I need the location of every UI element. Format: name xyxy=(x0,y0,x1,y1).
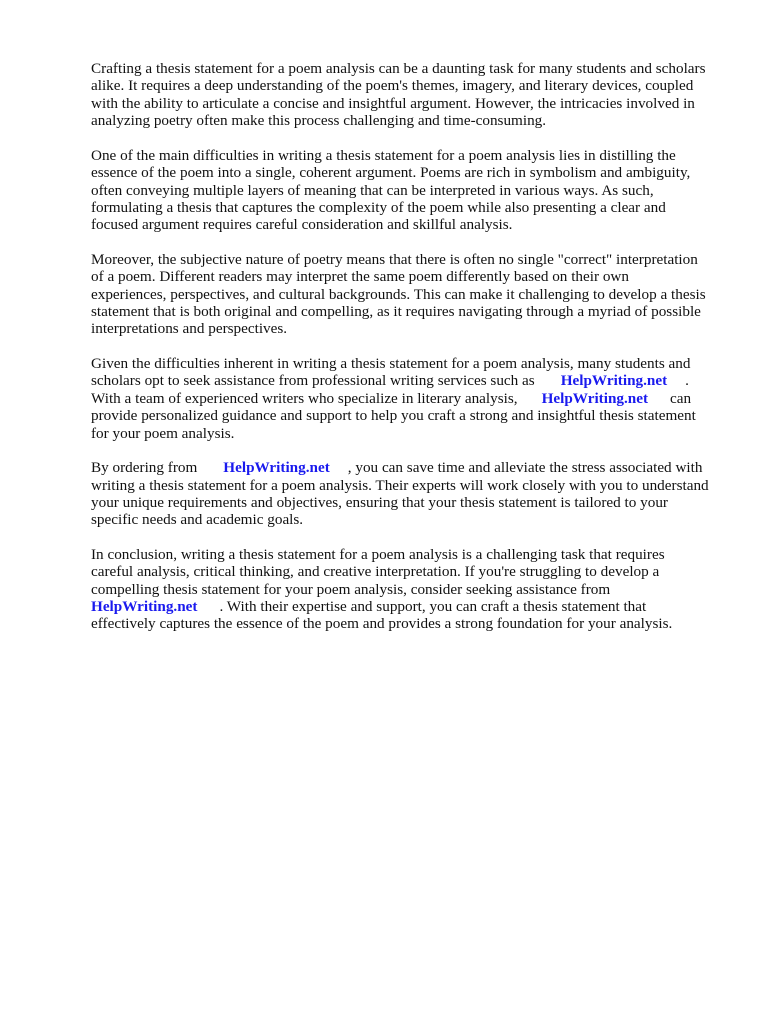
paragraph-assistance xyxy=(91,355,731,442)
text-segment: . With their expertise and support, you can craft a thesis statement that xyxy=(219,598,647,616)
helpwriting-link[interactable]: HelpWriting.net xyxy=(541,389,649,407)
text-line: alike. It requires a deep understanding of the poem's themes, imagery, and literary devices, coupled xyxy=(91,77,694,95)
text-line: for your poem analysis. xyxy=(91,424,235,442)
text-line: formulating a thesis that captures the complexity of the poem while also presenting a clear and xyxy=(91,198,666,216)
text-line: interpretations and perspectives. xyxy=(91,320,288,338)
text-line: Given the difficulties inherent in writing a thesis statement for a poem analysis, many students and xyxy=(91,355,691,373)
text-line: In conclusion, writing a thesis statement for a poem analysis is a challenging task that requires xyxy=(91,545,665,563)
text-line: analyzing poetry often make this process challenging and time-consuming. xyxy=(91,112,547,130)
text-line: of a poem. Different readers may interpret the same poem differently based on their own xyxy=(91,268,629,286)
text-segment: With a team of experienced writers who specialize in literary analysis, xyxy=(91,389,518,407)
document-page xyxy=(91,60,731,650)
text-line: statement that is both original and compelling, as it requires navigating through a myriad of possible xyxy=(91,303,701,321)
text-line: specific needs and academic goals. xyxy=(91,511,304,529)
text-segment: , you can save time and alleviate the stress associated with xyxy=(347,459,703,477)
text-line: your unique requirements and objectives, ensuring that your thesis statement is tailored to your xyxy=(91,493,668,511)
paragraph-intro xyxy=(91,60,731,130)
text-segment: By ordering from xyxy=(91,459,198,477)
text-line: with the ability to articulate a concise and insightful argument. However, the intricacies involved in xyxy=(91,94,695,112)
text-line: provide personalized guidance and support to help you craft a strong and insightful thesis statement xyxy=(91,407,696,425)
text-segment: scholars opt to seek assistance from professional writing services such as xyxy=(91,372,535,390)
text-line xyxy=(91,598,731,615)
paragraph-conclusion xyxy=(91,546,731,633)
text-line: experiences, perspectives, and cultural backgrounds. This can make it challenging to develop a thesis xyxy=(91,285,706,303)
text-line: writing a thesis statement for a poem analysis. Their experts will work closely with you to understand xyxy=(91,476,709,494)
text-line: careful analysis, critical thinking, and creative interpretation. If you're struggling to develop a xyxy=(91,563,660,581)
helpwriting-link[interactable]: HelpWriting.net xyxy=(223,459,330,477)
text-line xyxy=(91,390,731,407)
paragraph-subjective xyxy=(91,251,731,338)
text-line: often conveying multiple layers of meaning that can be interpreted in various ways. As such, xyxy=(91,181,654,199)
text-segment: . xyxy=(685,372,689,390)
paragraph-difficulties xyxy=(91,147,731,234)
text-line: Crafting a thesis statement for a poem analysis can be a daunting task for many students and scholars xyxy=(91,60,706,77)
text-line: Moreover, the subjective nature of poetry means that there is often no single "correct" interpretation xyxy=(91,250,698,268)
text-segment: can xyxy=(670,389,692,407)
text-line xyxy=(91,459,731,476)
text-line xyxy=(91,372,731,389)
paragraph-ordering xyxy=(91,459,731,529)
text-line: essence of the poem into a single, coherent argument. Poems are rich in symbolism and ambiguity, xyxy=(91,164,691,182)
text-line: One of the main difficulties in writing a thesis statement for a poem analysis lies in distilling the xyxy=(91,146,676,164)
text-line: focused argument requires careful consideration and skillful analysis. xyxy=(91,216,513,234)
helpwriting-link[interactable]: HelpWriting.net xyxy=(560,372,668,390)
text-line: compelling thesis statement for your poem analysis, consider seeking assistance from xyxy=(91,580,611,598)
text-line: effectively captures the essence of the poem and provides a strong foundation for your analysis. xyxy=(91,615,673,633)
helpwriting-link[interactable]: HelpWriting.net xyxy=(91,598,198,616)
